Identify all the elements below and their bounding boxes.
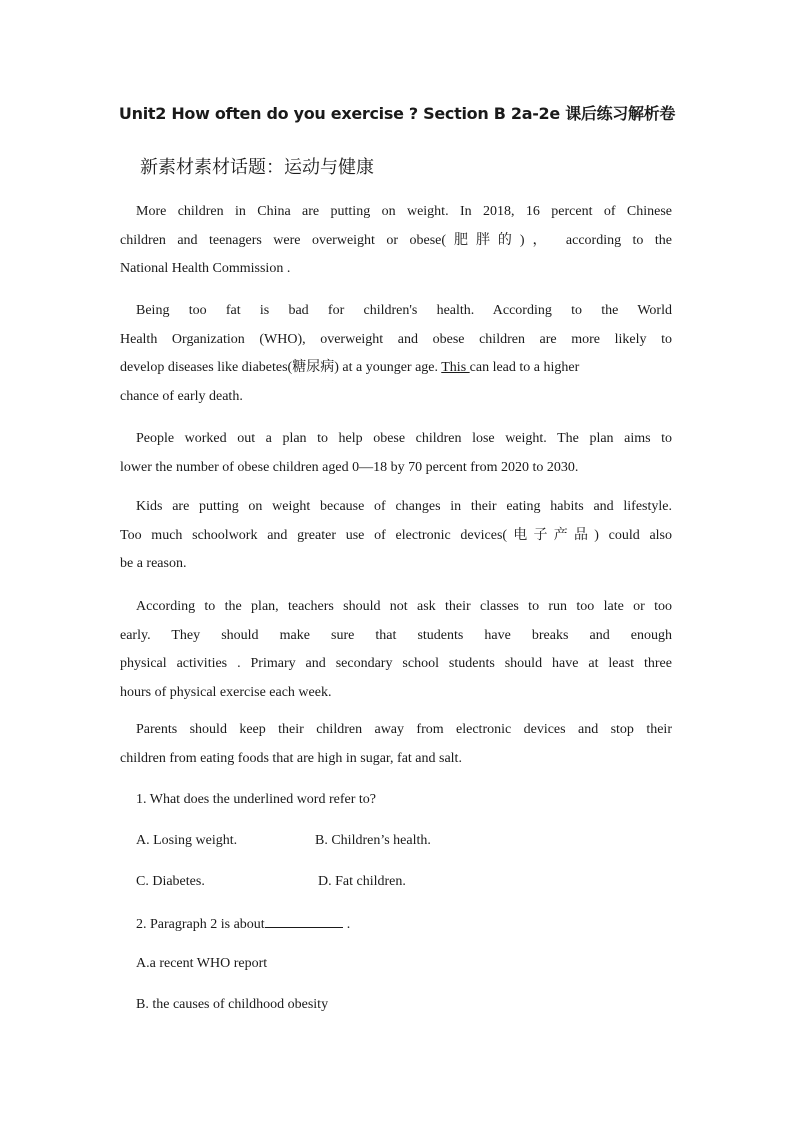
question-2-stem: 2. Paragraph 2 is about .: [136, 913, 350, 935]
paragraph-line: chance of early death.: [120, 388, 243, 404]
paragraph-line: lower the number of obese children aged 0—18 by 70 percent from 2020 to 2030.: [120, 459, 579, 475]
paragraph-line: According to the plan, teachers should not ask their classes to run too late or too: [136, 599, 672, 614]
paragraph-line: early. They should make sure that students have breaks and enough: [120, 627, 672, 643]
question-1-option-d: D. Fat children.: [318, 874, 406, 889]
paragraph-line: be a reason.: [120, 556, 187, 571]
question-1-option-b: B. Children’s health.: [315, 833, 431, 848]
paragraph-line: physical activities . Primary and secondary school students should have at least three: [120, 656, 672, 671]
paragraph-line: Health Organization (WHO), overweight and obese children are more likely to: [120, 331, 672, 347]
underlined-word: This: [441, 360, 470, 375]
question-1-option-a: A. Losing weight.: [136, 833, 238, 848]
question-1-stem: 1. What does the underlined word refer to?: [136, 792, 376, 807]
answer-blank: [265, 913, 343, 928]
question-1-option-c: C. Diabetes.: [136, 874, 205, 889]
question-2-option-a: A.a recent WHO report: [136, 956, 268, 971]
topic-heading: 新素材素材话题：运动与健康: [140, 157, 374, 178]
paragraph-line: children from eating foods that are high in sugar, fat and salt.: [120, 750, 462, 766]
paragraph-line: More children in China are putting on weight. In 2018, 16 percent of Chinese: [136, 204, 672, 219]
paragraph-1: [120, 198, 672, 284]
paragraph-line: Kids are putting on weight because of changes in their eating habits and lifestyle.: [136, 499, 672, 514]
paragraph-line: National Health Commission .: [120, 261, 291, 276]
paragraph-6: [120, 716, 672, 773]
paragraph-line: People worked out a plan to help obese children lose weight. The plan aims to: [136, 431, 672, 446]
paragraph-3: [120, 425, 672, 482]
paragraph-line: develop diseases like diabetes(糖尿病) at a younger age. This can lead to a higher: [120, 360, 580, 375]
paragraph-line: Parents should keep their children away from electronic devices and stop their: [136, 722, 672, 737]
paragraph-line: Too much schoolwork and greater use of electronic devices(电子产品) could also: [120, 527, 672, 543]
paragraph-2: [120, 297, 672, 411]
document-title: Unit2 How often do you exercise ? Section B 2a-2e 课后练习解析卷: [118, 104, 676, 123]
question-2-option-b: B. the causes of childhood obesity: [136, 997, 329, 1012]
paragraph-4: [120, 493, 672, 579]
paragraph-line: Being too fat is bad for children's health. According to the World: [136, 303, 672, 318]
paragraph-line: hours of physical exercise each week.: [120, 684, 332, 700]
paragraph-5: [120, 593, 672, 707]
paragraph-line: children and teenagers were overweight or obese(肥胖的)， according to the: [120, 232, 672, 248]
